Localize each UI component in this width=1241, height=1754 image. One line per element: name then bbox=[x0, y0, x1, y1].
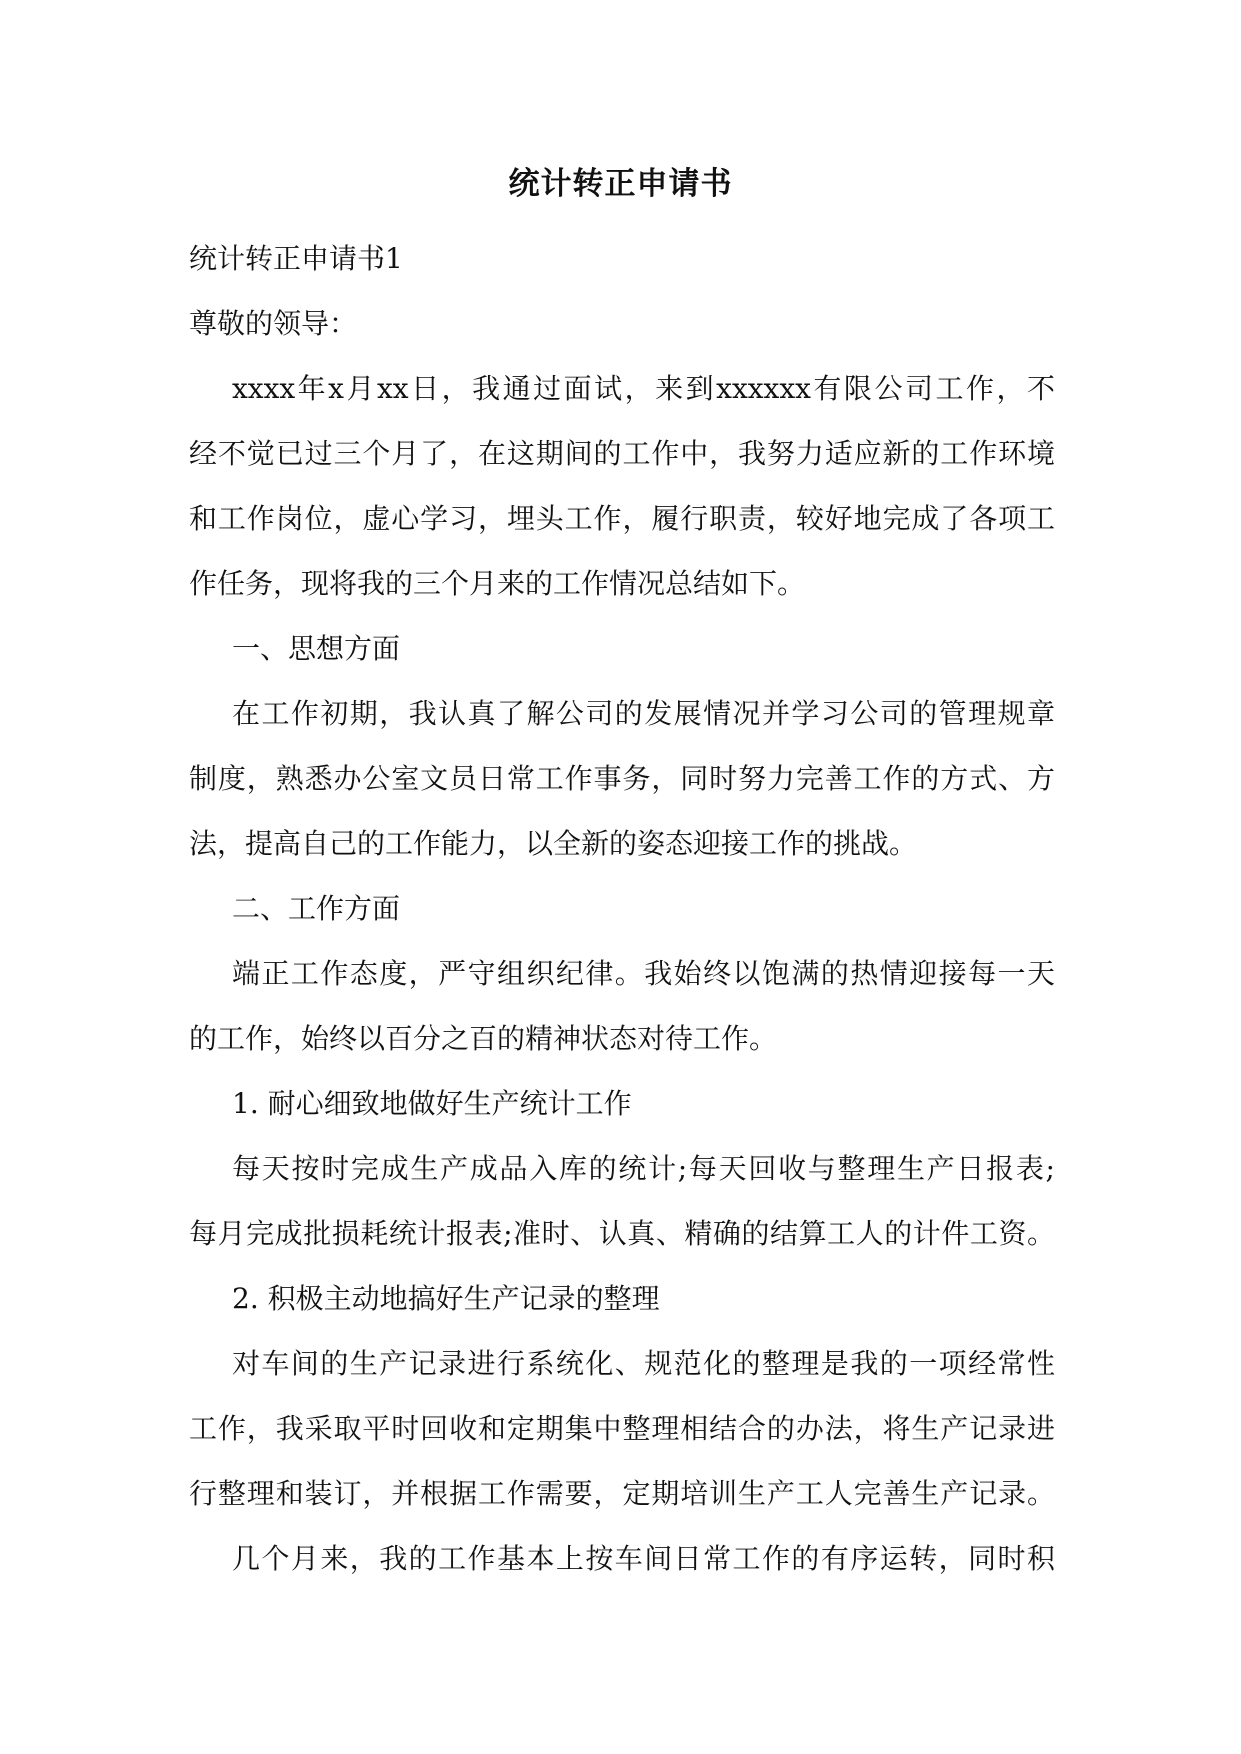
document-line: 几个月来，我的工作基本上按车间日常工作的有序运转，同时积 bbox=[232, 1542, 1055, 1575]
document-line: 和工作岗位，虚心学习，埋头工作，履行职责，较好地完成了各项工 bbox=[189, 502, 1055, 535]
document-line: 作任务，现将我的三个月来的工作情况总结如下。 bbox=[189, 567, 806, 600]
document-line: 经不觉已过三个月了，在这期间的工作中，我努力适应新的工作环境 bbox=[189, 437, 1055, 470]
document-line: xxxx年x月xx日，我通过面试，来到xxxxxx有限公司工作，不 bbox=[232, 372, 1055, 405]
document-line: 每天按时完成生产成品入库的统计;每天回收与整理生产日报表; bbox=[232, 1152, 1055, 1185]
document-line: 法，提高自己的工作能力，以全新的姿态迎接工作的挑战。 bbox=[189, 827, 918, 860]
document-line: 端正工作态度，严守组织纪律。我始终以饱满的热情迎接每一天 bbox=[232, 957, 1055, 990]
document-line: 1. 耐心细致地做好生产统计工作 bbox=[232, 1087, 632, 1120]
document-body bbox=[189, 226, 1055, 1591]
document-title: 统计转正申请书 bbox=[508, 166, 733, 202]
document-line: 在工作初期，我认真了解公司的发展情况并学习公司的管理规章 bbox=[232, 697, 1055, 730]
document-line: 每月完成批损耗统计报表;准时、认真、精确的结算工人的计件工资。 bbox=[189, 1217, 1055, 1250]
document-line: 制度，熟悉办公室文员日常工作事务，同时努力完善工作的方式、方 bbox=[189, 762, 1055, 795]
document-line: 的工作，始终以百分之百的精神状态对待工作。 bbox=[189, 1022, 778, 1055]
document-line: 行整理和装订，并根据工作需要，定期培训生产工人完善生产记录。 bbox=[189, 1477, 1055, 1510]
document-line: 工作，我采取平时回收和定期集中整理相结合的办法，将生产记录进 bbox=[189, 1412, 1055, 1445]
document-line: 二、工作方面 bbox=[232, 892, 401, 925]
document-line: 统计转正申请书1 bbox=[189, 242, 403, 275]
document-line: 一、思想方面 bbox=[232, 632, 401, 665]
document-line: 对车间的生产记录进行系统化、规范化的整理是我的一项经常性 bbox=[232, 1347, 1055, 1380]
document-line: 尊敬的领导： bbox=[189, 307, 358, 340]
document-line: 2. 积极主动地搞好生产记录的整理 bbox=[232, 1282, 660, 1315]
